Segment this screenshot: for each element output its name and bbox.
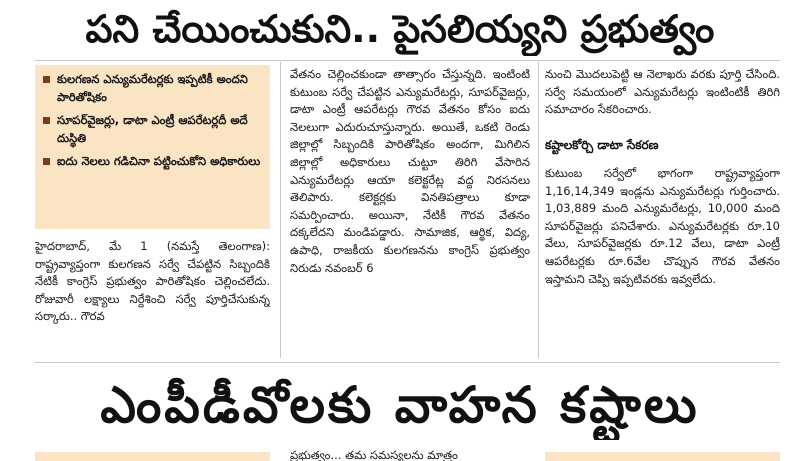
bullet-icon xyxy=(43,117,50,124)
article-subheading: కష్టాలకోర్చి డాటా సేకరణ xyxy=(545,138,659,152)
column-divider xyxy=(280,62,281,358)
headline-bottom: ఎంపీడీవోలకు వాహన కష్టాలు xyxy=(100,376,700,434)
highlight-band-left xyxy=(35,452,270,461)
bottom-article-snippet: ప్రభుత్వం... తమ సమస్యలను మాత్రం xyxy=(290,448,458,461)
bullet-icon xyxy=(43,76,50,83)
article-column-2 xyxy=(290,66,530,356)
highlights-box xyxy=(35,65,270,229)
article-paragraph: హైదరాబాద్, మే 1 (నమస్తే తెలంగాణ): రాష్ట్రవ్యాప్తంగా కులగణన సర్వే చేపట్టిన సిబ్బందికి నేటికీ కాంగ్రెస్ ప్రభుత్వం పారితోషికం చెల్లించలేదు. రోజువారీ లక్ష్యాలు నిర్దేశించి సర్వే పూర్తిచేసుకున్న సర్కారు.. గౌరవ xyxy=(35,239,270,324)
highlight-item xyxy=(43,111,262,147)
highlight-text: ఐదు నెలలు గడిచినా పట్టించుకోని అధికారులు xyxy=(57,154,261,168)
highlight-text: కులగణన ఎన్యుమరేటర్లకు ఇప్పటికీ అందని పారితోషికం xyxy=(57,72,248,104)
article-paragraph: వేతనం చెల్లించకుండా తాత్సారం చేస్తున్నది. ఇంటింటి కుటుంబ సర్వే చేపట్టిన ఎన్యుమరేటర్లు, సూపర్‌వైజర్లు, డాటా ఎంట్రీ ఆపరేటర్లు గౌరవ వేతనం కోసం ఐదు నెలలుగా ఎదురుచూస్తున్నారు. అయితే, ఒకటి రెండు జిల్లాల్లో సిబ్బందికి పారితోషికం అందగా, మిగిలిన జిల్లాల్లో అధికారులు చుట్టూ తిరిగి వేసారిన ఎన్యుమరేటర్లు ఆయా కలెక్టరేట్ల వద్ద నిరసనలు తెలిపారు. కలెక్టర్లకు వినతిపత్రాలు కూడా సమర్పించారు. అయినా, నేటికీ గౌరవ వేతనం దక్కలేదని మండిపడ్డారు. సామాజిక, ఆర్థిక, విద్య, ఉపాధి, రాజకీయ కులగణనను కాంగ్రెస్ ప్రభుత్వం నిరుడు నవంబర్ 6 xyxy=(290,67,530,275)
article-column-1 xyxy=(35,238,270,350)
headline-top: పని చేయించుకుని.. పైసలియ్యని ప్రభుత్వం xyxy=(85,7,715,51)
article-paragraph: నుంచి మొదలుపెట్టి ఆ నెలాఖరు వరకు పూర్తి చేసింది. సర్వే సమయంలో ఎన్యుమరేటర్లు ఇంటింటికీ తిరిగి సమాచారం సేకరించారు. xyxy=(545,67,780,117)
bullet-icon xyxy=(43,158,50,165)
divider-top xyxy=(35,60,780,61)
column-divider xyxy=(538,62,539,358)
divider-middle xyxy=(35,362,780,363)
highlight-text: సూపర్‌వైజర్లు, డాటా ఎంట్రీ ఆపరేటర్లదీ అదే దుస్థితి xyxy=(57,113,248,145)
highlight-item xyxy=(43,70,262,106)
article-column-3-bottom xyxy=(545,165,780,350)
article-column-3-top xyxy=(545,66,780,124)
highlight-item xyxy=(43,152,262,170)
article-paragraph: కుటుంబ సర్వేలో భాగంగా రాష్ట్రవ్యాప్తంగా 1,16,14,349 ఇండ్లను ఎన్యుమరేటర్లు గుర్తించారు. 1,03,889 మంది ఎన్యుమరేటర్లు, 10,000 మంది సూపర్‌వైజర్లు పనిచేశారు. ఎన్యుమరేటర్లకు రూ.10 వేలు, సూపర్‌వైజర్లకు రూ.12 వేలు, డాటా ఎంట్రీ ఆపరేటర్లకు రూ.6వేల చొప్పున గౌరవ వేతనం ఇస్తామని చెప్పి ఇప్పటివరకు ఇవ్వలేదు. xyxy=(545,166,780,286)
highlight-band-right xyxy=(545,452,780,461)
